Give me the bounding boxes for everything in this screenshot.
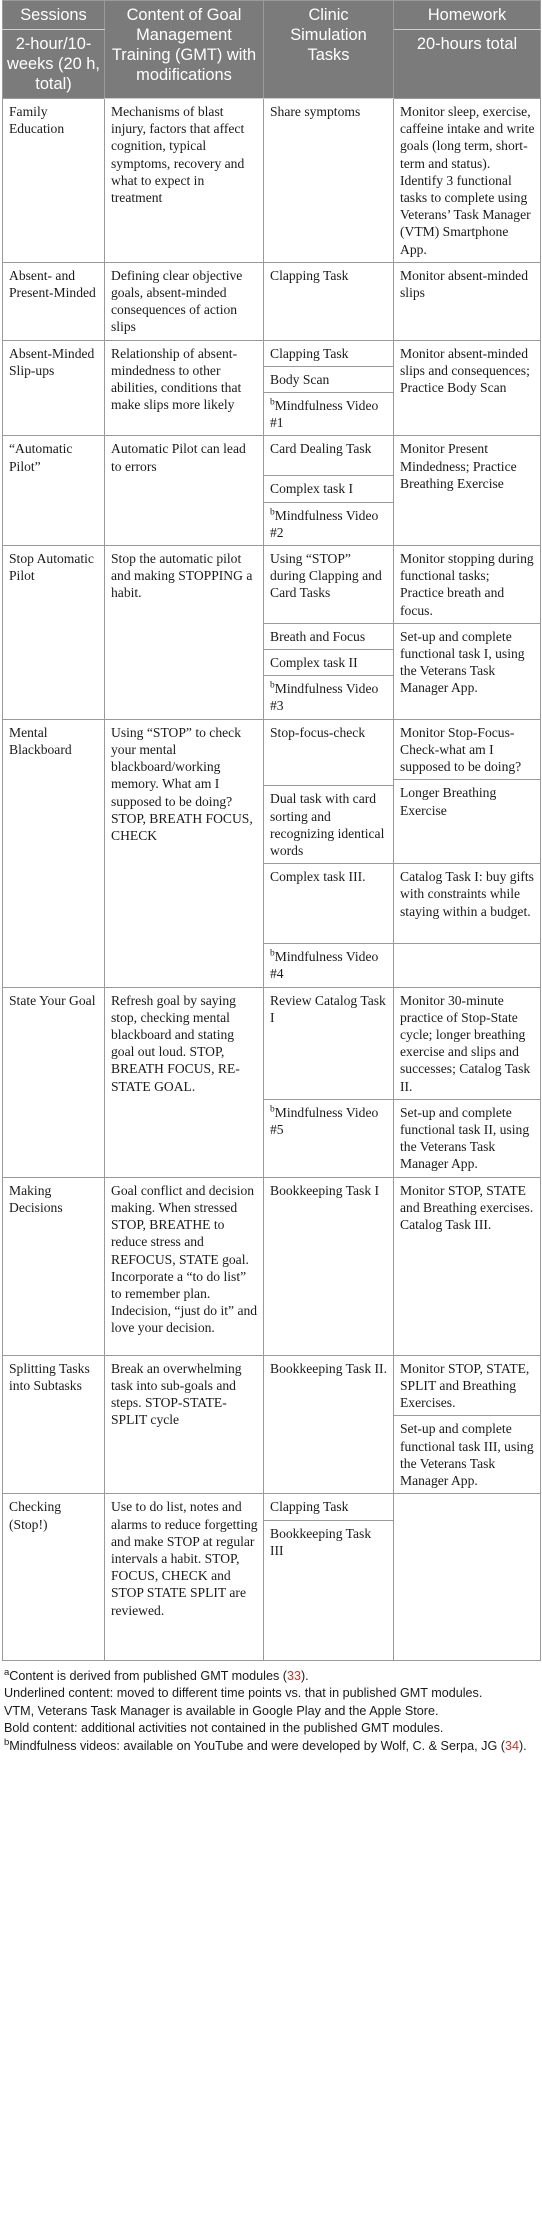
session-cell: “Automatic Pilot” [3,436,105,546]
homework-cell: Longer Breathing Exercise [394,780,541,864]
session-cell: Family Education [3,99,105,263]
content-cell: Using “STOP” to check your mental blackboard/working memory. What am I supposed to be doing? STOP, BREATH FOCUS, CHECK [105,719,264,987]
task-text: Mindfulness Video #4 [270,949,379,982]
table-row [3,262,541,340]
task-cell: Body Scan [264,366,394,392]
task-text: Mindfulness Video #3 [270,681,379,714]
reference-link[interactable]: 33 [286,1668,301,1683]
task-cell: Bookkeeping Task III [264,1520,394,1660]
task-cell [264,502,394,545]
header-content: Content of Goal Management Training (GMT) with modifications [105,1,264,99]
gmt-table [2,0,541,1661]
session-cell: State Your Goal [3,987,105,1177]
homework-cell: Set-up and complete functional task III, using the Veterans Task Manager App. [394,1416,541,1494]
header-sessions-duration: 2-hour/10-weeks (20 h, total) [3,30,105,99]
task-cell: Clapping Task [264,262,394,340]
table-row [3,1494,541,1520]
homework-cell [394,944,541,987]
header-clinic-tasks: Clinic Simulation Tasks [264,1,394,99]
homework-cell: Monitor stopping during functional tasks; Practice breath and focus. [394,546,541,624]
header-sessions: Sessions [3,1,105,30]
task-text: Mindfulness Video #1 [270,398,379,431]
footnote-b-marker: b [270,1104,275,1115]
task-cell: Complex task III. [264,864,394,944]
task-cell: Bookkeeping Task I [264,1177,394,1355]
table-row [3,99,541,263]
session-cell: Absent- and Present-Minded [3,262,105,340]
table-row [3,340,541,366]
task-cell: Complex task II [264,650,394,676]
homework-cell: Monitor Present Mindedness; Practice Breathing Exercise [394,436,541,546]
task-cell [264,393,394,436]
task-cell: Breath and Focus [264,623,394,649]
header-homework: Homework [394,1,541,30]
footnote-b-marker: b [270,680,275,691]
task-cell: Share symptoms [264,99,394,263]
header-homework-total: 20-hours total [394,30,541,99]
task-cell: Clapping Task [264,1494,394,1520]
session-cell: Making Decisions [3,1177,105,1355]
task-cell: Stop-focus-check [264,719,394,786]
task-cell: Complex task I [264,476,394,502]
content-cell: Automatic Pilot can lead to errors [105,436,264,546]
homework-cell: Monitor 30-minute practice of Stop-State cycle; longer breathing exercise and slips and successes; Catalog Task II. [394,987,541,1099]
session-cell: Splitting Tasks into Subtasks [3,1355,105,1494]
footnote-a: $^a$Content is derived from published GMT modules (33). [4,1666,309,1683]
document [2,0,540,1756]
table-row [3,1177,541,1355]
task-text: Mindfulness Video #5 [270,1104,379,1137]
homework-cell: Monitor Stop-Focus-Check-what am I supposed to be doing? [394,719,541,780]
task-cell [264,676,394,719]
content-cell: Mechanisms of blast injury, factors that affect cognition, typical symptoms, recovery and what to expect in treatment [105,99,264,263]
content-cell: Goal conflict and decision making. When stressed STOP, BREATHE to reduce stress and REFOCUS, STATE goal. Incorporate a “to do list” to remember plan. Indecision, “just do it” and love your decision. [105,1177,264,1355]
task-cell: Clapping Task [264,340,394,366]
content-cell: Stop the automatic pilot and making STOPPING a habit. [105,546,264,720]
homework-cell: Monitor absent-minded slips [394,262,541,340]
footnote-vtm: VTM, Veterans Task Manager is available in Google Play and the Apple Store. [4,1703,439,1718]
task-cell: Dual task with card sorting and recognizing identical words [264,786,394,864]
session-cell: Mental Blackboard [3,719,105,987]
task-cell: Using “STOP” during Clapping and Card Tasks [264,546,394,624]
footnote-b-marker: b [270,948,275,959]
table-row [3,987,541,1099]
homework-cell: Set-up and complete functional task I, using the Veterans Task Manager App. [394,623,541,719]
reference-link[interactable]: 34 [504,1738,519,1753]
footnote-b-marker: b [270,507,275,518]
homework-cell: Monitor STOP, STATE, SPLIT and Breathing Exercises. [394,1355,541,1416]
table-footnotes [2,1661,540,1755]
session-cell: Stop Automatic Pilot [3,546,105,720]
task-cell: Bookkeeping Task II. [264,1355,394,1494]
homework-cell: Monitor absent-minded slips and consequences; Practice Body Scan [394,340,541,436]
session-cell: Checking (Stop!) [3,1494,105,1660]
task-cell: Card Dealing Task [264,436,394,476]
footnote-underline: Underlined content: moved to different time points vs. that in published GMT modules. [4,1686,483,1701]
homework-cell: Catalog Task I: buy gifts with constraints while staying within a budget. [394,864,541,944]
content-cell: Refresh goal by saying stop, checking mental blackboard and stating goal out loud. STOP, BREATH FOCUS, RE-STATE GOAL. [105,987,264,1177]
task-text: Mindfulness Video #2 [270,507,379,540]
session-cell: Absent-Minded Slip-ups [3,340,105,436]
content-cell: Break an overwhelming task into sub-goals and steps. STOP-STATE-SPLIT cycle [105,1355,264,1494]
task-cell: Review Catalog Task I [264,987,394,1099]
content-cell: Relationship of absent-mindedness to other abilities, conditions that make slips more likely [105,340,264,436]
homework-cell: Set-up and complete functional task II, using the Veterans Task Manager App. [394,1099,541,1177]
footnote-b-marker: b [270,397,275,408]
table-row [3,1355,541,1416]
table-row [3,436,541,476]
content-cell: Use to do list, notes and alarms to reduce forgetting and make STOP at regular intervals a habit. STOP, FOCUS, CHECK and STOP STATE SPLIT are reviewed. [105,1494,264,1660]
homework-cell [394,1494,541,1660]
table-row [3,719,541,780]
content-cell: Defining clear objective goals, absent-minded consequences of action slips [105,262,264,340]
homework-cell: Monitor STOP, STATE and Breathing exercises. Catalog Task III. [394,1177,541,1355]
footnote-bold: Bold content: additional activities not contained in the published GMT modules. [4,1721,444,1736]
task-cell [264,944,394,987]
homework-cell: Monitor sleep, exercise, caffeine intake and write goals (long term, short-term and status). Identify 3 functional tasks to complete using Veterans’ Task Manager (VTM) Smartphone App. [394,99,541,263]
table-row [3,546,541,624]
task-cell [264,1099,394,1177]
footnote-b: $^b$Mindfulness videos: available on YouTube and were developed by Wolf, C. & Serpa, JG (34). [4,1736,527,1753]
